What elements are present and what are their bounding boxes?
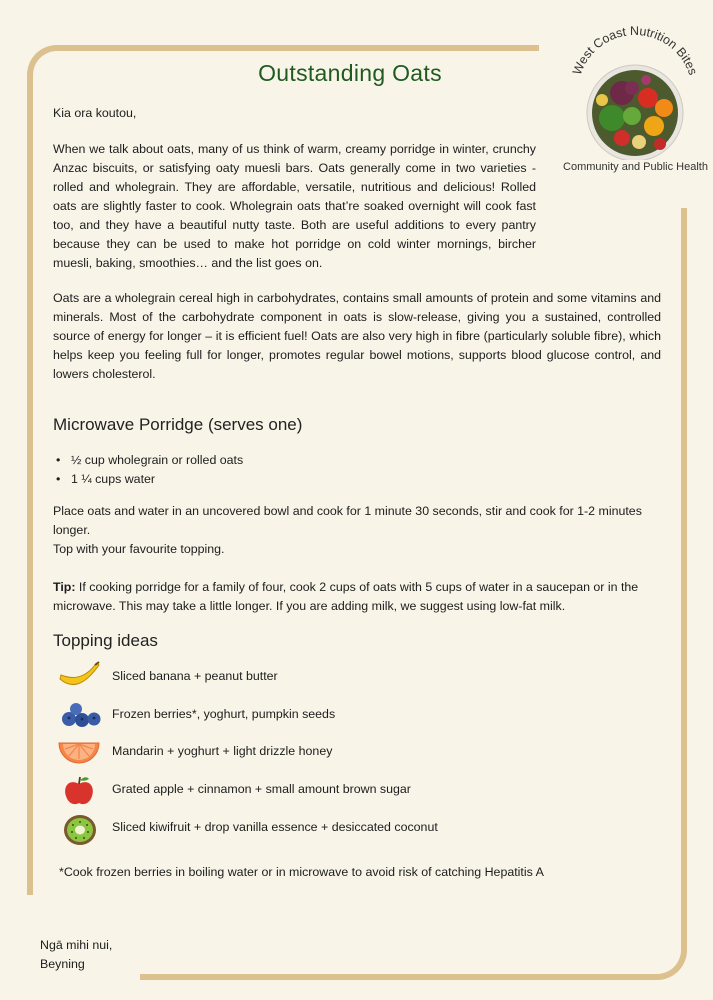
mandarin-slice-icon (56, 736, 102, 770)
signoff-line: Ngā mihi nui, (40, 938, 113, 952)
ingredient-list (53, 451, 243, 489)
list-item: • 1 ¼ cups water (53, 470, 243, 489)
tip-paragraph (53, 578, 653, 616)
list-item (56, 661, 656, 695)
toppings-heading: Topping ideas (53, 631, 158, 650)
banana-icon (56, 661, 102, 695)
greeting: Kia ora koutou, (53, 106, 137, 120)
list-item (56, 812, 656, 846)
kiwifruit-icon (56, 812, 102, 846)
signoff (40, 936, 112, 974)
topping-label: Grated apple + cinnamon + small amount brown sugar (112, 782, 411, 796)
list-item (56, 736, 656, 770)
method-topping-text: Top with your favourite topping. (53, 542, 225, 556)
fruit-bowl-icon (587, 65, 683, 160)
apple-icon (56, 774, 102, 808)
recipe-heading: Microwave Porridge (serves one) (53, 415, 303, 434)
nutrition-bites-logo (560, 20, 710, 160)
topping-label: Sliced banana + peanut butter (112, 669, 278, 683)
intro-paragraph-2: Oats are a wholegrain cereal high in carbohydrates, contains small amounts of protein and some vitamins and minerals. Most of the carbohydrate component in oats is slow-release, giving you a sustained, controlled source of energy for longer – it is efficient fuel! Oats are also very high in fibre (particularly soluble fibre), which helps keep you feeling full for longer, promotes regular bowel motions, supports blood glucose control, and lowers cholesterol. (53, 291, 661, 381)
intro-paragraph-1: When we talk about oats, many of us think of warm, creamy porridge in winter, crunchy Anzac biscuits, or satisfying oaty muesli bars. Oats generally come in two varieties - rolled and wholegrain. They are affordable, versatile, nutritious and delicious! Rolled oats are slightly faster to cook. Wholegrain oats that’re soaked overnight will cook fast too, and they have a beautiful nutty taste. Both are useful additions to every pantry because they can be used to make hot porridge on cold winter mornings, bircher muesli, baking, smoothies… and the list goes on. (53, 142, 536, 270)
topping-label: Sliced kiwifruit + drop vanilla essence + desiccated coconut (112, 820, 438, 834)
list-item: • ½ cup wholegrain or rolled oats (53, 451, 243, 470)
list-item (56, 774, 656, 808)
logo-arc-text: West Coast Nutrition Bites (569, 23, 701, 77)
footnote: *Cook frozen berries in boiling water or in microwave to avoid risk of catching Hepatitis A (59, 865, 544, 879)
logo-subtitle: Community and Public Health (563, 161, 708, 173)
topping-label: Frozen berries*, yoghurt, pumpkin seeds (112, 707, 336, 721)
blueberries-icon (56, 699, 102, 733)
topping-label: Mandarin + yoghurt + light drizzle honey (112, 744, 333, 758)
signoff-name: Beyning (40, 957, 85, 971)
tip-text: If cooking porridge for a family of four, cook 2 cups of oats with 5 cups of water in a saucepan or in the microwave. This may take a little longer. If you are adding milk, we suggest using low-fat milk. (53, 580, 639, 613)
method-text: Place oats and water in an uncovered bowl and cook for 1 minute 30 seconds, stir and cook for 1-2 minutes longer. (53, 504, 642, 537)
list-item (56, 699, 656, 733)
page-title: Outstanding Oats (258, 60, 442, 86)
tip-label: Tip: (53, 580, 76, 594)
